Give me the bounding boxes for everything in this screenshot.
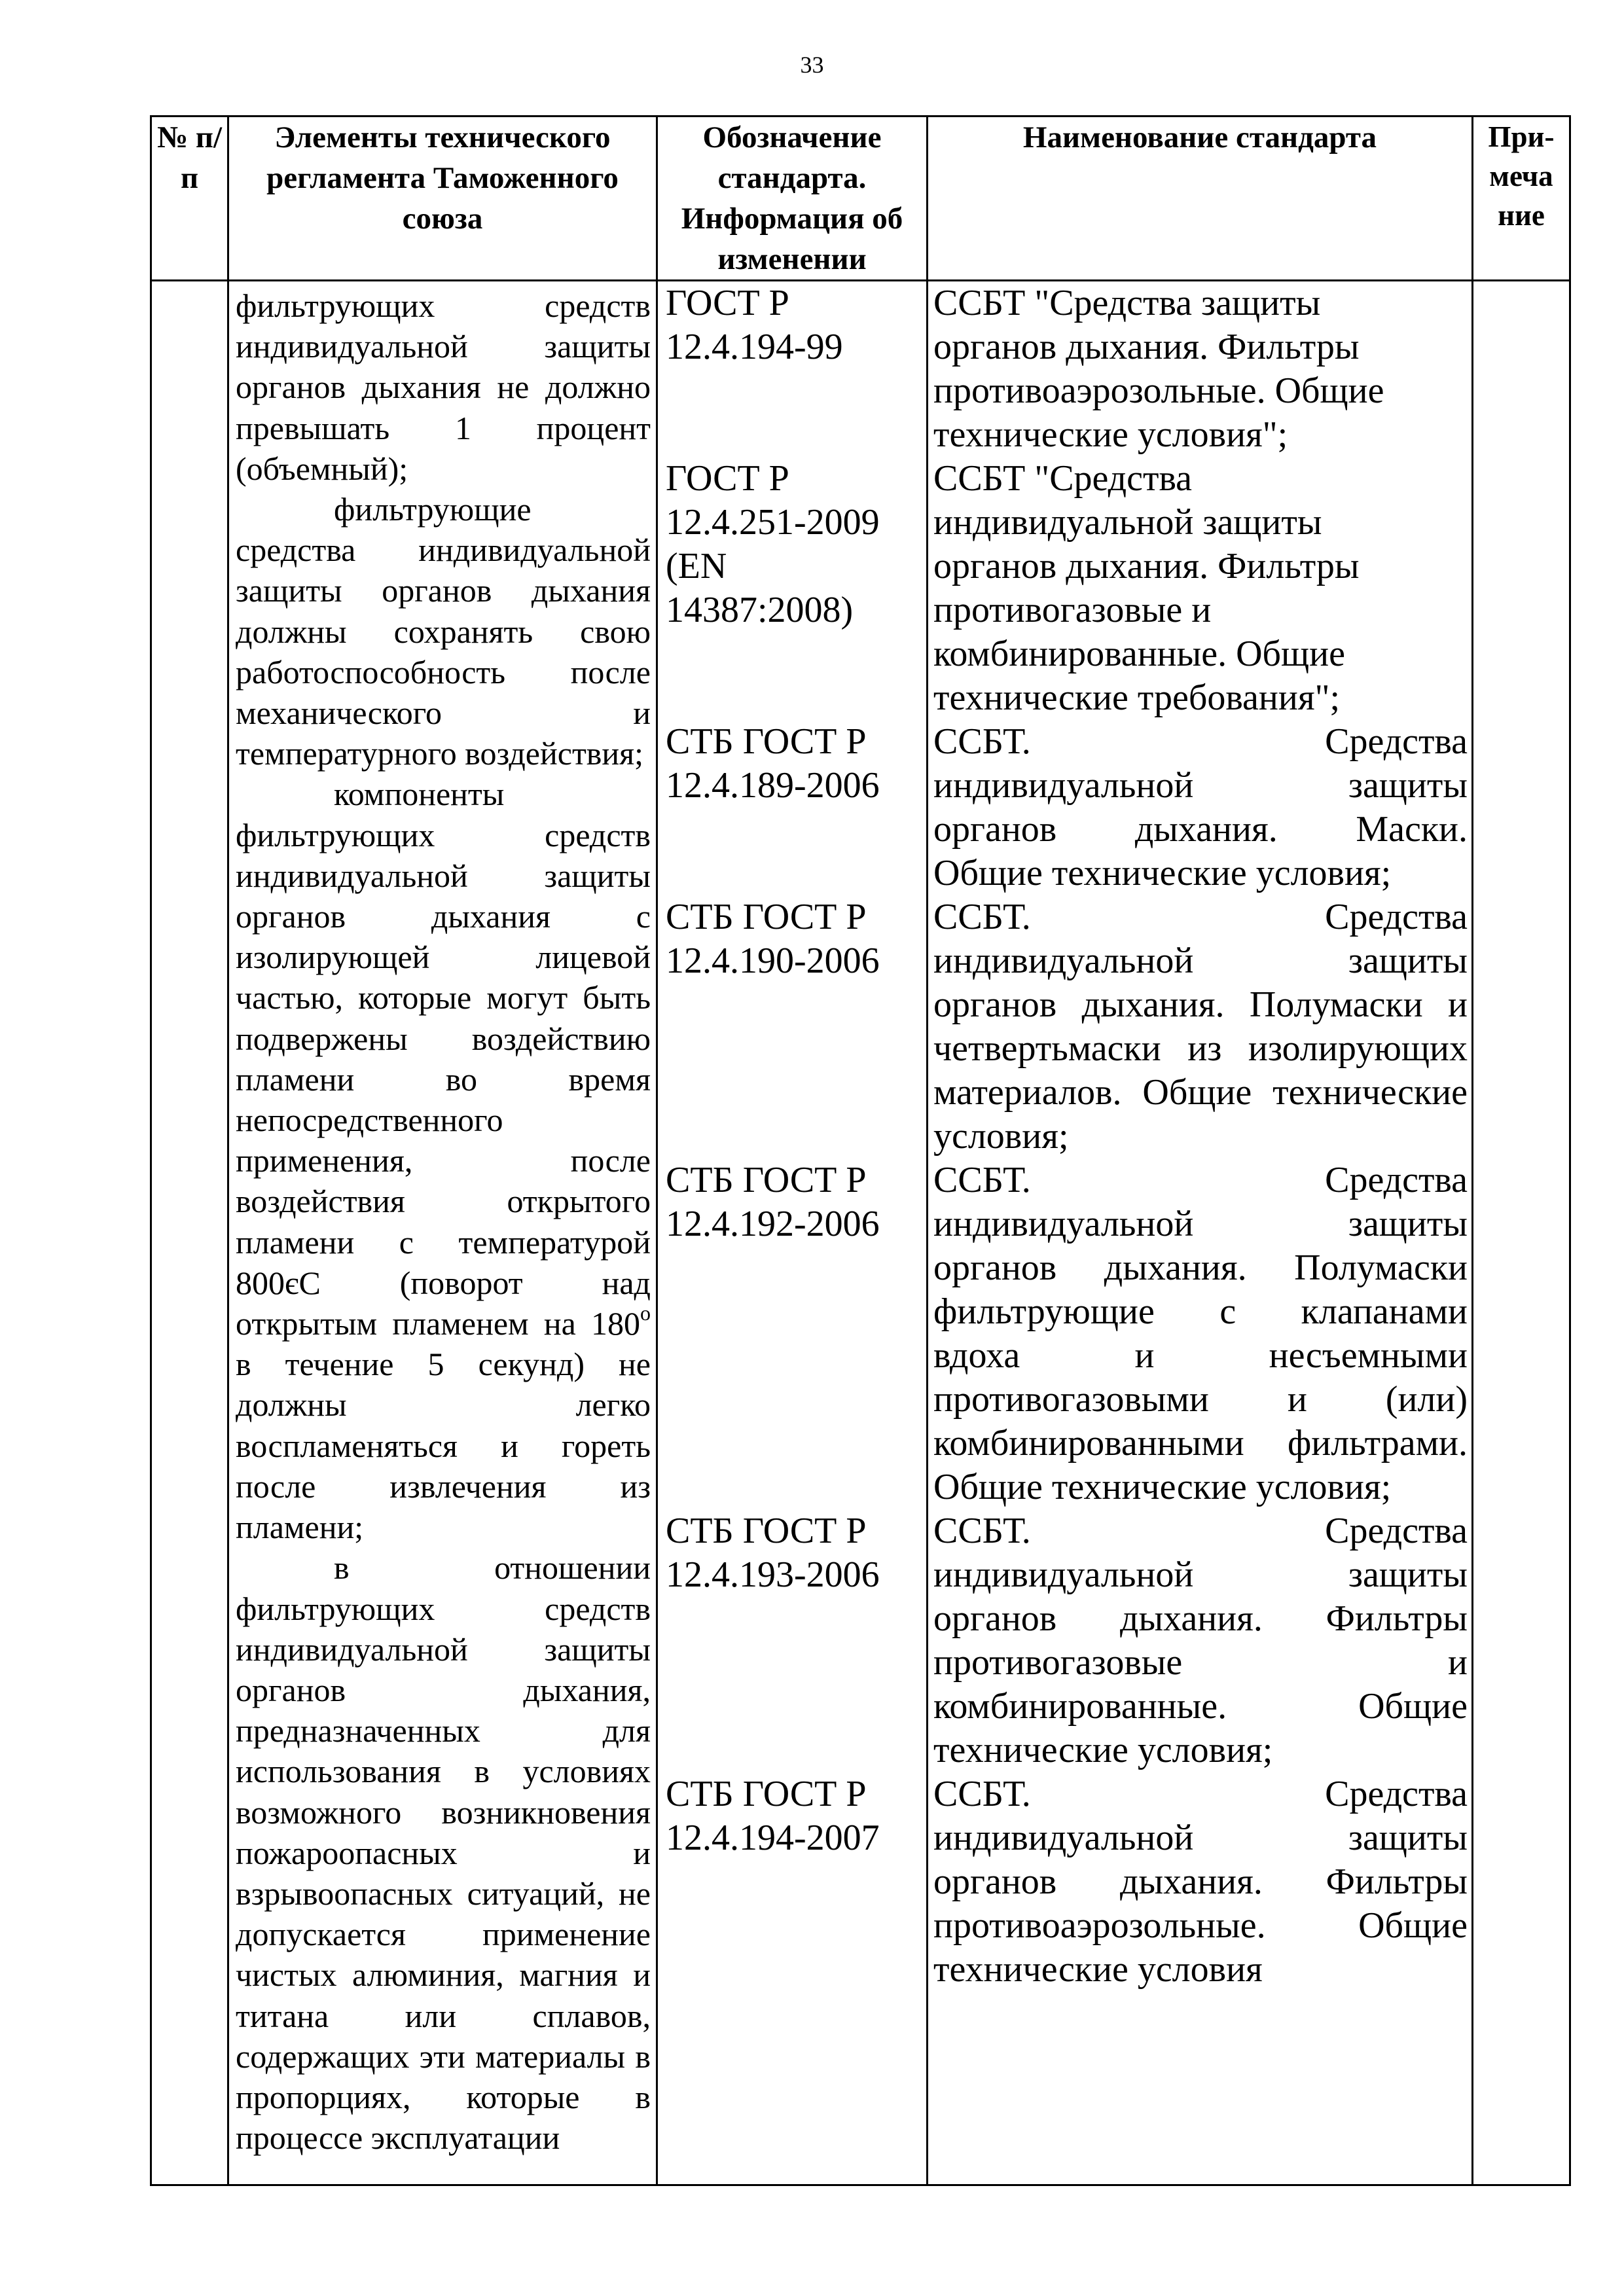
elements-paragraph: фильтрующие средства индивидуальной защиты органов дыхания должны сохранять свою работоспособность после механического и температурного воздействия; xyxy=(236,491,651,772)
standard-code-line: ГОСТ Р xyxy=(666,458,789,499)
standard-name-line: Общие технические условия; xyxy=(933,853,1392,893)
header-name: Наименование стандарта xyxy=(928,117,1473,281)
standard-name-line: противоаэрозольные. Общие xyxy=(933,370,1384,411)
standard-name-line: противогазовые и xyxy=(933,1642,1468,1683)
standard-code xyxy=(666,1158,880,1246)
standard-code xyxy=(666,281,843,369)
standard-name-line: органов дыхания. Фильтры xyxy=(933,1598,1468,1639)
standard-code xyxy=(666,895,880,983)
standard-name-line: органов дыхания. Фильтры xyxy=(933,546,1360,586)
degree-superscript: o xyxy=(640,1301,651,1325)
standard-name-line: ССБТ. Средства xyxy=(933,1774,1468,1814)
standard-name xyxy=(933,1158,1468,1509)
cell-num xyxy=(151,281,228,2185)
standard-name-line: вдоха и несъемными xyxy=(933,1335,1468,1376)
standard-code-line: ГОСТ Р xyxy=(666,283,789,323)
standard-code-line: СТБ ГОСТ Р xyxy=(666,1774,867,1814)
standard-name xyxy=(933,720,1468,895)
standard-code-line: СТБ ГОСТ Р xyxy=(666,721,867,762)
table-row xyxy=(151,281,1570,2185)
standard-name-line: органов дыхания. Фильтры xyxy=(933,1861,1468,1902)
standard-name-line: противогазовыми и (или) xyxy=(933,1379,1468,1420)
standard-name-line: индивидуальной защиты xyxy=(933,1818,1468,1858)
header-note: При-меча ние xyxy=(1473,117,1570,281)
standard-name-line: органов дыхания. Маски. xyxy=(933,809,1468,850)
table-header-row xyxy=(151,117,1570,281)
standard-name-line: индивидуальной защиты xyxy=(933,1554,1468,1595)
standard-code-line: 12.4.190-2006 xyxy=(666,941,880,981)
standard-code-line: 12.4.251-2009 xyxy=(666,502,880,543)
cell-designation xyxy=(657,281,928,2185)
standard-name-line: ССБТ "Средства защиты xyxy=(933,283,1321,323)
standard-name xyxy=(933,1509,1468,1772)
standard-name-line: комбинированные. Общие xyxy=(933,634,1345,674)
elements-paragraph: в отношении фильтрующих средств индивидуальной защиты органов дыхания, предназначенных для использования в условиях возможного возникновения пожароопасных и взрывоопасных ситуаций, не допускается применение чистых алюминия, магния и титана или сплавов, содержащих эти материалы в пропорциях, которые в процессе эксплуатации xyxy=(236,1549,651,2157)
standard-name-line: ССБТ. Средства xyxy=(933,1511,1468,1551)
standard-name xyxy=(933,457,1468,720)
standard-code xyxy=(666,1772,880,1860)
standard-code xyxy=(666,720,880,808)
elements-paragraph xyxy=(236,774,651,1547)
standard-name-line: технические условия; xyxy=(933,1730,1273,1770)
standard-name-line: технические условия"; xyxy=(933,414,1288,455)
standard-name xyxy=(933,895,1468,1158)
standard-name-line: четвертьмаски из изолирующих xyxy=(933,1028,1468,1069)
header-num: № п/п xyxy=(151,117,228,281)
standard-code-line: 12.4.194-2007 xyxy=(666,1818,880,1858)
standard-code-line: 12.4.192-2006 xyxy=(666,1204,880,1244)
standard-name-line: индивидуальной защиты xyxy=(933,941,1468,981)
standard-name-line: технические требования"; xyxy=(933,677,1341,718)
standards-table xyxy=(150,115,1571,2186)
standard-name-line: технические условия xyxy=(933,1949,1263,1990)
standard-name-line: Общие технические условия; xyxy=(933,1467,1392,1507)
standard-name-line: комбинированные. Общие xyxy=(933,1686,1468,1727)
standard-name xyxy=(933,1772,1468,1992)
header-designation: Обозначение стандарта. Информация об изменении xyxy=(657,117,928,281)
standard-code xyxy=(666,1509,880,1597)
standard-name-line: ССБТ. Средства xyxy=(933,1160,1468,1200)
cell-elements xyxy=(228,281,657,2185)
standard-name-line: противогазовые и xyxy=(933,590,1212,630)
standard-code-line: (EN xyxy=(666,546,727,586)
standard-code-line: 12.4.193-2006 xyxy=(666,1554,880,1595)
page-number: 33 xyxy=(800,52,824,78)
standard-name-line: индивидуальной защиты xyxy=(933,1204,1468,1244)
cell-note xyxy=(1473,281,1570,2185)
standard-code-line: СТБ ГОСТ Р xyxy=(666,1160,867,1200)
standard-code-line: 12.4.194-99 xyxy=(666,327,843,367)
elements-text: компоненты фильтрующих средств индивидуальной защиты органов дыхания с изолирующей лицевой частью, которые могут быть подвержены воздействию пламени во время непосредственного применения, после воздействия открытого пламени с температурой 800єС (поворот над открытым пламенем на 180 xyxy=(236,776,651,1342)
standard-name-line: противоаэрозольные. Общие xyxy=(933,1905,1468,1946)
standard-name-line: ССБТ. Средства xyxy=(933,721,1468,762)
standard-name-line: материалов. Общие технические xyxy=(933,1072,1468,1113)
header-elements: Элементы технического регламента Таможенного союза xyxy=(228,117,657,281)
standard-code-line: 12.4.189-2006 xyxy=(666,765,880,806)
standard-name xyxy=(933,281,1468,457)
standard-name-line: органов дыхания. Фильтры xyxy=(933,327,1360,367)
standard-name-line: ССБТ "Средства xyxy=(933,458,1193,499)
standard-code-line: 14387:2008) xyxy=(666,590,854,630)
elements-paragraph: фильтрующих средств индивидуальной защиты органов дыхания не должно превышать 1 процент (объемный); xyxy=(236,287,651,487)
standard-name-line: органов дыхания. Полумаски xyxy=(933,1247,1468,1288)
standard-name-line: органов дыхания. Полумаски и xyxy=(933,984,1468,1025)
standard-name-line: комбинированными фильтрами. xyxy=(933,1423,1468,1463)
standard-code xyxy=(666,457,880,632)
standard-code-line: СТБ ГОСТ Р xyxy=(666,1511,867,1551)
standard-name-line: индивидуальной защиты xyxy=(933,502,1322,543)
standard-name-line: ССБТ. Средства xyxy=(933,897,1468,937)
standard-name-line: фильтрующие с клапанами xyxy=(933,1291,1468,1332)
standard-name-line: индивидуальной защиты xyxy=(933,765,1468,806)
standard-name-line: условия; xyxy=(933,1116,1069,1157)
standard-code-line: СТБ ГОСТ Р xyxy=(666,897,867,937)
elements-text: в течение 5 секунд) не должны легко воспламеняться и гореть после извлечения из пламени; xyxy=(236,1346,651,1546)
cell-name xyxy=(928,281,1473,2185)
